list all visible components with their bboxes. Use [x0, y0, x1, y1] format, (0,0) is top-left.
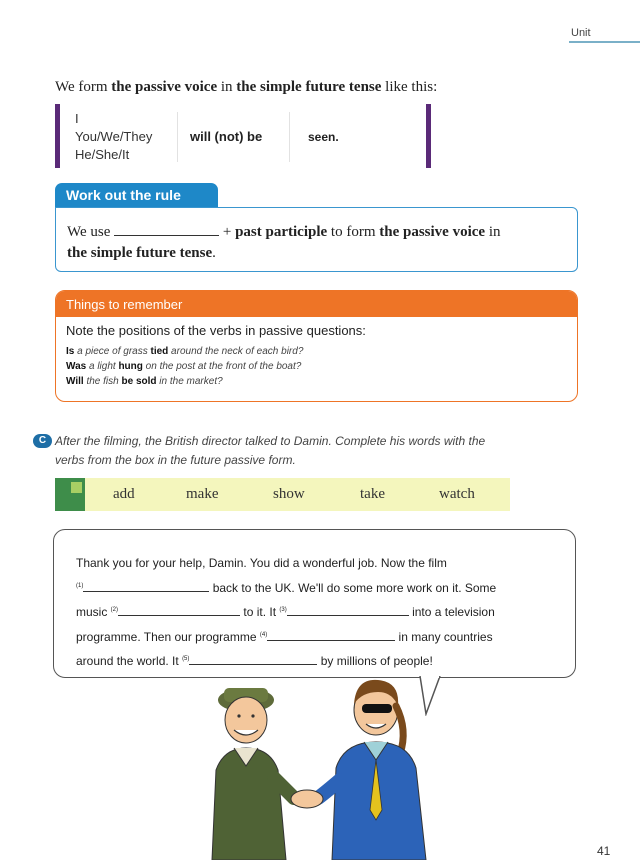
- rule-bold: past participle: [235, 224, 328, 240]
- speech-line-5: [76, 648, 496, 673]
- gap-blank[interactable]: [189, 664, 317, 665]
- handshake-illustration: [194, 670, 459, 860]
- rule-text: to form: [327, 224, 380, 240]
- example-bold: Is: [66, 346, 75, 357]
- things-to-remember-box: [55, 290, 578, 402]
- intro-sentence: [55, 79, 437, 96]
- instruction-line-2: verbs from the box in the future passive form.: [55, 453, 296, 467]
- page-number: 41: [597, 844, 611, 858]
- example-text: around the neck of each bird?: [168, 346, 304, 357]
- gap-blank[interactable]: [267, 640, 395, 641]
- example-bold: tied: [150, 346, 169, 357]
- auxiliary-verb: will (not) be: [190, 129, 263, 144]
- rule-text: +: [219, 224, 236, 240]
- gap-number: (3): [279, 607, 287, 613]
- unit-label: Unit: [571, 27, 591, 39]
- speech-text-part: by millions of people!: [320, 654, 433, 668]
- rule-text: .: [212, 245, 216, 261]
- pronoun-i: I: [75, 111, 79, 126]
- table-bar-left: [55, 104, 60, 168]
- things-note: Note the positions of the verbs in passive questions:: [66, 323, 366, 338]
- speech-text-part: around the world. It: [76, 654, 183, 668]
- gap-number: (4): [259, 631, 268, 638]
- speech-line-2: [76, 575, 496, 600]
- word-make: make: [186, 486, 219, 502]
- intro-bold: the passive voice: [111, 79, 218, 95]
- example-bold: hung: [118, 361, 143, 372]
- example-text: in the market?: [156, 376, 223, 387]
- gap-number: (5): [182, 656, 190, 662]
- rule-blank[interactable]: [114, 235, 219, 236]
- form-table: [55, 104, 432, 168]
- exercise-letter-badge: C: [33, 434, 52, 448]
- rule-line-1: [67, 222, 577, 243]
- speech-text-part: to it. It: [243, 605, 280, 619]
- speech-line-4: [76, 624, 496, 649]
- gap-number: (2): [110, 607, 119, 613]
- example-bold: Was: [66, 361, 87, 372]
- gap-blank[interactable]: [287, 615, 409, 616]
- intro-bold: the simple future tense: [236, 79, 382, 95]
- gap-number: (1): [76, 582, 84, 589]
- example-text: the fish: [83, 376, 122, 387]
- work-out-rule-box: [55, 207, 578, 272]
- example-bold: be sold: [121, 376, 157, 387]
- intro-text: like this:: [381, 79, 438, 95]
- gap-blank[interactable]: [118, 615, 240, 616]
- word-box-icon: [55, 478, 85, 511]
- instruction-line-1: After the filming, the British director talked to Damin. Complete his words with the: [55, 434, 486, 448]
- example-3: [56, 374, 577, 389]
- speech-text: [76, 552, 496, 673]
- table-divider: [177, 112, 178, 162]
- rule-line-2: [67, 243, 577, 264]
- pronoun-he-she-it: He/She/It: [75, 147, 130, 162]
- word-watch: watch: [439, 486, 475, 502]
- speech-text-part: in many countries: [398, 629, 493, 644]
- example-text: on the post at the front of the boat?: [142, 361, 302, 372]
- example-bold: Will: [66, 376, 84, 387]
- speech-text-part: into a television: [412, 605, 495, 619]
- speech-text-part: music: [76, 605, 111, 619]
- gap-blank[interactable]: [83, 591, 209, 592]
- past-participle: seen.: [308, 130, 339, 144]
- word-add: add: [113, 486, 135, 502]
- rule-bold: the simple future tense: [67, 245, 213, 261]
- things-to-remember-title: Things to remember: [56, 291, 577, 317]
- intro-text: in: [217, 79, 237, 95]
- speech-line-1: Thank you for your help, Damin. You did a wonderful job. Now the film: [76, 556, 447, 570]
- word-show: show: [273, 486, 305, 502]
- work-out-rule-tab: Work out the rule: [55, 183, 218, 208]
- table-bar-right: [426, 104, 431, 168]
- speech-bubble: [53, 529, 576, 678]
- intro-text: We form: [55, 79, 112, 95]
- example-1: [56, 344, 577, 359]
- pronoun-list: [75, 110, 152, 164]
- speech-text-part: programme. Then our programme: [76, 629, 260, 644]
- unit-bar: [569, 41, 640, 43]
- rule-text: in: [485, 224, 501, 240]
- rule-text: We use: [67, 224, 115, 240]
- speech-line-3: [76, 599, 496, 624]
- example-2: [56, 359, 577, 374]
- table-divider: [289, 112, 290, 162]
- word-take: take: [360, 486, 385, 502]
- exercise-instruction: [55, 432, 575, 470]
- rule-bold: the passive voice: [379, 224, 486, 240]
- word-box: [55, 478, 510, 511]
- speech-text-part: back to the UK. We'll do some more work on it. Some: [212, 580, 497, 595]
- example-text: a light: [86, 361, 119, 372]
- example-text: a piece of grass: [74, 346, 151, 357]
- pronoun-you-we-they: You/We/They: [75, 129, 153, 144]
